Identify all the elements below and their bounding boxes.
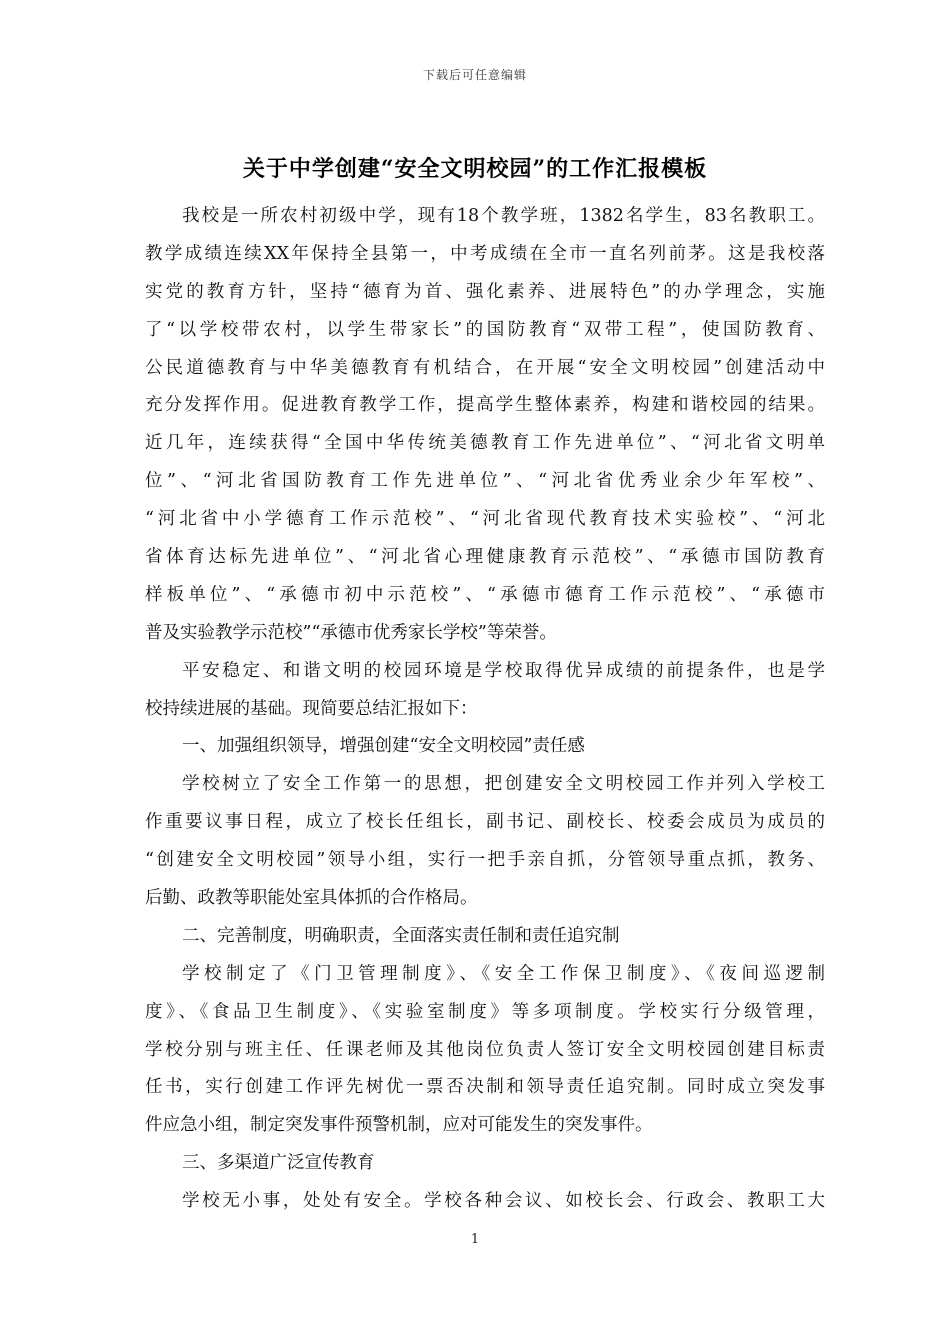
text-line: 公民道德教育与中华美德教育有机结合，在开展“安全文明校园”创建活动中 [145,357,825,378]
text-line: 度》、《食品卫生制度》、《实验室制度》等多项制度。学校实行分级管理， [145,1001,825,1022]
text-line: “河北省中小学德育工作示范校”、“河北省现代教育技术实验校”、“河北 [145,509,825,530]
text-line: 学校分别与班主任、任课老师及其他岗位负责人签订安全文明校园创建目标责 [145,1039,825,1060]
text-line: 近几年，连续获得“全国中华传统美德教育工作先进单位”、“河北省文明单 [145,433,825,454]
text-line: 了“以学校带农村，以学生带家长”的国防教育“双带工程”，使国防教育、 [145,319,825,340]
text-line: “创建安全文明校园”领导小组，实行一把手亲自抓，分管领导重点抓，教务、 [145,850,825,871]
text-line: 省体育达标先进单位”、“河北省心理健康教育示范校”、“承德市国防教育 [145,547,825,568]
text-line: 样板单位”、“承德市初中示范校”、“承德市德育工作示范校”、“承德市 [145,584,825,605]
document-title: 关于中学创建“安全文明校园”的工作汇报模板 [242,156,708,182]
text-line: 教学成绩连续XX年保持全县第一，中考成绩在全市一直名列前茅。这是我校落 [145,243,825,264]
text-line: 任书，实行创建工作评先树优一票否决制和领导责任追究制。同时成立突发事 [145,1077,825,1098]
text-line: 校持续进展的基础。现简要总结汇报如下： [145,698,478,719]
text-line: 学校制定了《门卫管理制度》、《安全工作保卫制度》、《夜间巡逻制 [182,963,825,984]
document-body [145,198,825,1221]
header-note: 下载后可任意编辑 [422,68,527,82]
text-line: 实党的教育方针，坚持“德育为首、强化素养、进展特色”的办学理念，实施 [145,281,825,302]
text-line: 普及实验教学示范校”“承德市优秀家长学校”等荣誉。 [145,622,557,643]
text-line: 充分发挥作用。促进教育教学工作，提高学生整体素养，构建和谐校园的结果。 [145,395,825,416]
text-line: 一、加强组织领导，增强创建“安全文明校园”责任感 [182,736,585,757]
text-line: 学校树立了安全工作第一的思想，把创建安全文明校园工作并列入学校工 [182,774,825,795]
text-line: 学校无小事，处处有安全。学校各种会议、如校长会、行政会、教职工大 [182,1191,825,1212]
text-line: 平安稳定、和谐文明的校园环境是学校取得优异成绩的前提条件，也是学 [182,660,825,681]
text-line: 我校是一所农村初级中学，现有18个教学班，1382名学生，83名教职工。 [182,206,825,226]
text-line: 件应急小组，制定突发事件预警机制，应对可能发生的突发事件。 [145,1115,653,1136]
page-number: 1 [470,1232,480,1247]
text-line: 三、多渠道广泛宣传教育 [182,1153,375,1174]
text-line: 后勤、政教等职能处室具体抓的合作格局。 [145,888,478,909]
text-line: 二、完善制度，明确职责，全面落实责任制和责任追究制 [182,925,620,946]
text-line: 位”、“河北省国防教育工作先进单位”、“河北省优秀业余少年军校”、 [145,471,825,492]
text-line: 作重要议事日程，成立了校长任组长，副书记、副校长、校委会成员为成员的 [145,812,825,833]
